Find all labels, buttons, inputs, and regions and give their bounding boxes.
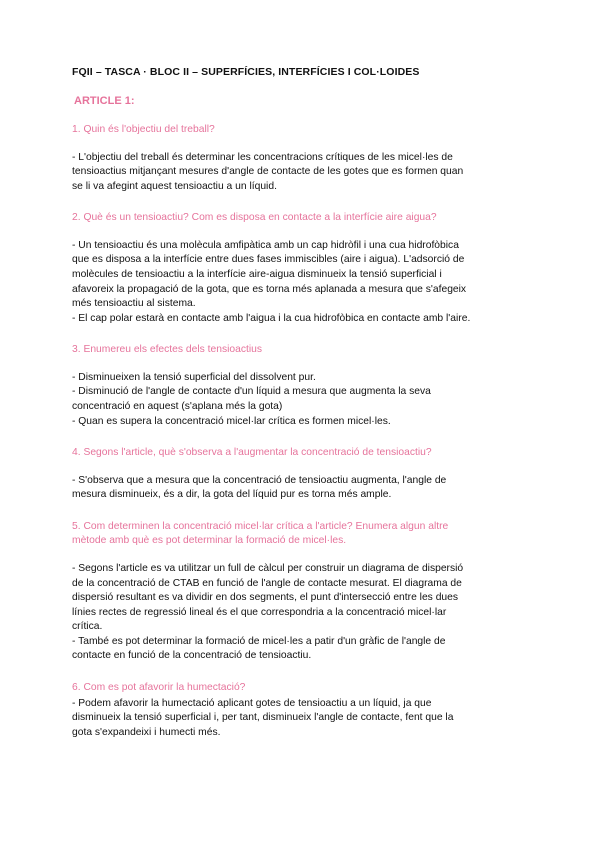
document-page bbox=[72, 66, 472, 757]
question-4: 4. Segons l'article, què s'observa a l'augmentar la concentració de tensioactiu? bbox=[72, 447, 432, 459]
answer-3-2: - Disminució de l'angle de contacte d'un líquid a mesura que augmenta la seva concentració en aquest (s'aplana més la gota) bbox=[72, 386, 431, 413]
question-1: 1. Quin és l'objectiu del treball? bbox=[72, 124, 215, 135]
section-4 bbox=[72, 446, 472, 503]
answer-4-1: - S'observa que a mesura que la concentració de tensioactiu augmenta, l'angle de mesura disminueix, és a dir, la gota del líquid pur es torna més ample. bbox=[72, 474, 447, 501]
answer-2-2: - El cap polar estarà en contacte amb l'aigua i la cua hidrofòbica en contacte amb l'aire. bbox=[72, 312, 471, 324]
question-3: 3. Enumereu els efectes dels tensioactius bbox=[72, 344, 263, 356]
section-2 bbox=[72, 211, 472, 326]
answer-2-1: - Un tensioactiu és una molècula amfipàtica amb un cap hidròfil i una cua hidrofòbica que es disposa a la interfície entre dues fases immiscibles (aire i aigua). L'adsorció de molècules de tensioactiu a la interfície aire-aigua disminueix la tensió superficial i afavoreix la propagació de la gota, que es torna més aplanada a mesura que s'afegeix més tensioactiu al sistema. bbox=[72, 239, 467, 310]
section-1 bbox=[72, 123, 472, 194]
document-title: FQII – TASCA · BLOC II – SUPERFÍCIES, INTERFÍCIES I COL·LOIDES bbox=[72, 66, 420, 78]
answer-3-3: - Quan es supera la concentració micel·lar crítica es formen micel·les. bbox=[72, 415, 391, 427]
answer-5-1: - Segons l'article es va utilitzar un full de càlcul per construir un diagrama de dispersió de la concentració de CTAB en funció de l'angle de contacte mesurat. El diagrama de dispersió resultant es va dividir en dos segments, el punt d'intersecció entre les dues línies rectes de regressió lineal és el que correspondria a la concentració micel·lar crítica. bbox=[72, 562, 464, 633]
section-6 bbox=[72, 681, 472, 740]
article-heading: ARTICLE 1: bbox=[74, 95, 135, 107]
answer-3-1: - Disminueixen la tensió superficial del dissolvent pur. bbox=[72, 371, 316, 383]
answer-6-1: - Podem afavorir la humectació aplicant gotes de tensioactiu a un líquid, ja que disminueix la tensió superficial i, per tant, disminueix l'angle de contacte, fent que la gota s'expandeixi i humecti més. bbox=[72, 697, 454, 738]
answer-1-1: - L'objectiu del treball és determinar les concentracions crítiques de les micel·les de tensioactius mitjançant mesures d'angle de contacte de les gotes que es formen quan se li va afegint aquest tensioactiu a un líquid. bbox=[72, 151, 464, 192]
answer-5-2: - També es pot determinar la formació de micel·les a patir d'un gràfic de l'angle de contacte en funció de la concentració de tensioactiu. bbox=[72, 635, 446, 662]
section-5 bbox=[72, 520, 472, 664]
question-6: 6. Com es pot afavorir la humectació? bbox=[72, 682, 246, 694]
question-2: 2. Què és un tensioactiu? Com es disposa en contacte a la interfície aire aigua? bbox=[72, 212, 437, 224]
question-5: 5. Com determinen la concentració micel·lar crítica a l'article? Enumera algun altre mètode amb què es pot determinar la formació de micel·les. bbox=[72, 520, 449, 547]
section-3 bbox=[72, 343, 472, 429]
